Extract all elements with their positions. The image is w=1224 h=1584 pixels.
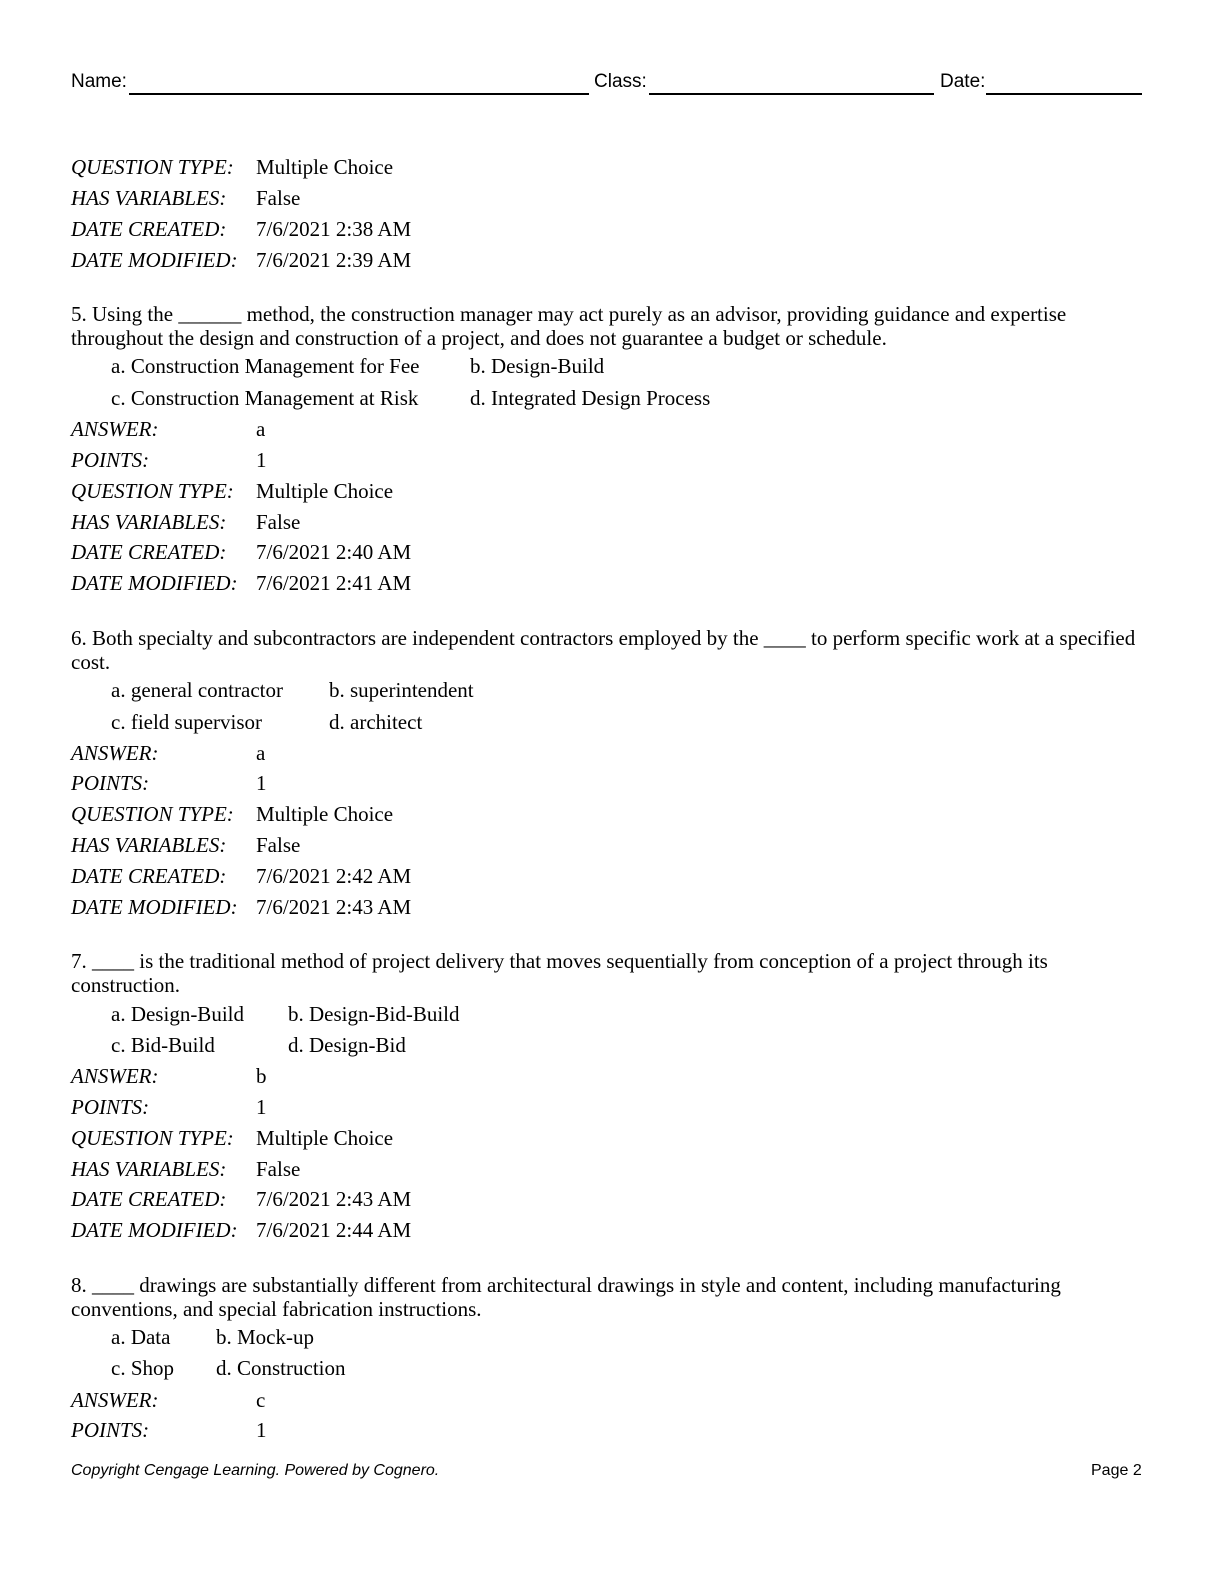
- answer-value: a: [256, 417, 266, 441]
- option-c: c. Bid-Build: [111, 1033, 215, 1057]
- has-variables-value: False: [256, 833, 301, 857]
- points-label: POINTS:: [71, 1095, 150, 1119]
- has-variables-value: False: [256, 510, 301, 534]
- question-type-label: QUESTION TYPE:: [71, 1126, 234, 1150]
- option-a: a. general contractor: [111, 678, 283, 702]
- name-field-line[interactable]: [129, 93, 589, 95]
- date-modified-label: DATE MODIFIED:: [71, 571, 238, 595]
- date-created-value: 7/6/2021 2:43 AM: [256, 1187, 412, 1211]
- option-a: a. Data: [111, 1325, 171, 1349]
- has-variables-label: HAS VARIABLES:: [71, 510, 227, 534]
- option-b: b. Design-Build: [470, 354, 605, 378]
- answer-label: ANSWER:: [71, 1064, 159, 1088]
- question-text: 8. ____ drawings are substantially different from architectural drawings in style and content, including manufacturing conventions, and special fabrication instructions.: [71, 1273, 1061, 1321]
- option-a: a. Design-Build: [111, 1002, 244, 1026]
- question-type-label: QUESTION TYPE:: [71, 155, 234, 179]
- has-variables-label: HAS VARIABLES:: [71, 186, 227, 210]
- points-label: POINTS:: [71, 771, 150, 795]
- date-modified-label: DATE MODIFIED:: [71, 1218, 238, 1242]
- option-d: d. Integrated Design Process: [470, 386, 711, 410]
- answer-value: c: [256, 1388, 266, 1412]
- question-text: 5. Using the ______ method, the construction manager may act purely as an advisor, providing guidance and expertise throughout the design and construction of a project, and does not guarantee a budget or schedule.: [71, 302, 1067, 350]
- points-value: 1: [256, 1095, 267, 1119]
- date-created-value: 7/6/2021 2:40 AM: [256, 540, 412, 564]
- question-type-value: Multiple Choice: [256, 802, 394, 826]
- points-label: POINTS:: [71, 448, 150, 472]
- question-type-value: Multiple Choice: [256, 1126, 394, 1150]
- option-a: a. Construction Management for Fee: [111, 354, 420, 378]
- class-label: Class:: [594, 71, 647, 92]
- date-field-line[interactable]: [986, 93, 1142, 95]
- option-d: d. Construction: [216, 1356, 346, 1380]
- option-c: c. field supervisor: [111, 710, 263, 734]
- question-type-label: QUESTION TYPE:: [71, 479, 234, 503]
- answer-label: ANSWER:: [71, 741, 159, 765]
- date-modified-value: 7/6/2021 2:43 AM: [256, 895, 412, 919]
- question-type-value: Multiple Choice: [256, 155, 394, 179]
- question-type-value: Multiple Choice: [256, 479, 394, 503]
- points-value: 1: [256, 1418, 267, 1442]
- points-value: 1: [256, 771, 267, 795]
- date-created-value: 7/6/2021 2:38 AM: [256, 217, 412, 241]
- points-value: 1: [256, 448, 267, 472]
- date-modified-value: 7/6/2021 2:39 AM: [256, 248, 412, 272]
- has-variables-value: False: [256, 186, 301, 210]
- has-variables-label: HAS VARIABLES:: [71, 833, 227, 857]
- date-modified-label: DATE MODIFIED:: [71, 248, 238, 272]
- has-variables-label: HAS VARIABLES:: [71, 1157, 227, 1181]
- question-type-label: QUESTION TYPE:: [71, 802, 234, 826]
- option-b: b. superintendent: [329, 678, 474, 702]
- copyright-text: Copyright Cengage Learning. Powered by Cognero.: [71, 1462, 440, 1479]
- date-created-value: 7/6/2021 2:42 AM: [256, 864, 412, 888]
- date-created-label: DATE CREATED:: [71, 1187, 227, 1211]
- option-b: b. Design-Bid-Build: [288, 1002, 460, 1026]
- option-b: b. Mock-up: [216, 1325, 314, 1349]
- date-modified-value: 7/6/2021 2:41 AM: [256, 571, 412, 595]
- has-variables-value: False: [256, 1157, 301, 1181]
- option-d: d. Design-Bid: [288, 1033, 406, 1057]
- date-modified-label: DATE MODIFIED:: [71, 895, 238, 919]
- question-text: 6. Both specialty and subcontractors are independent contractors employed by the ____ to perform specific work at a specified cost.: [71, 626, 1136, 674]
- answer-value: a: [256, 741, 266, 765]
- answer-label: ANSWER:: [71, 1388, 159, 1412]
- page-number: Page 2: [1091, 1462, 1142, 1479]
- answer-label: ANSWER:: [71, 417, 159, 441]
- option-c: c. Shop: [111, 1356, 174, 1380]
- class-field-line[interactable]: [649, 93, 934, 95]
- option-c: c. Construction Management at Risk: [111, 386, 419, 410]
- date-created-label: DATE CREATED:: [71, 864, 227, 888]
- date-created-label: DATE CREATED:: [71, 540, 227, 564]
- answer-value: b: [256, 1064, 267, 1088]
- option-d: d. architect: [329, 710, 423, 734]
- date-modified-value: 7/6/2021 2:44 AM: [256, 1218, 412, 1242]
- points-label: POINTS:: [71, 1418, 150, 1442]
- name-label: Name:: [71, 71, 127, 92]
- question-text: 7. ____ is the traditional method of project delivery that moves sequentially from conception of a project through its construction.: [71, 949, 1048, 997]
- date-label: Date:: [940, 71, 986, 92]
- date-created-label: DATE CREATED:: [71, 217, 227, 241]
